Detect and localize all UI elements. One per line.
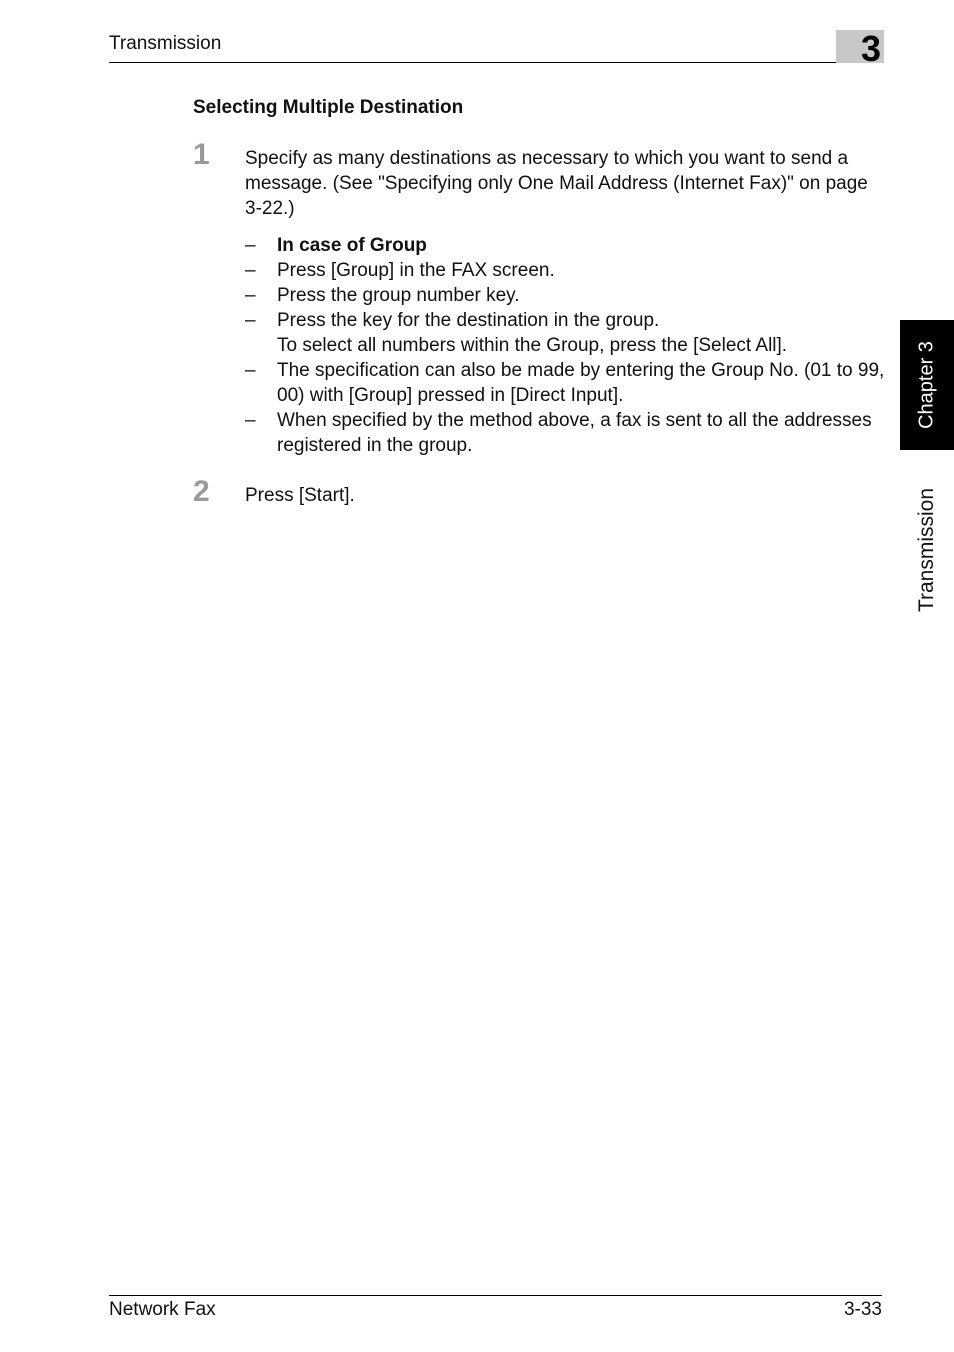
bullet-text: Press the group number key. bbox=[277, 285, 520, 306]
dash: – bbox=[245, 360, 256, 381]
step-text-1: Specify as many destinations as necessary to which you want to send a message. (See "Specifying only One Mail Address (Internet Fax)" on page 3-22.) bbox=[245, 148, 868, 219]
list-item bbox=[245, 408, 885, 458]
step-text-2: Press [Start]. bbox=[245, 485, 355, 506]
side-section-label: Transmission bbox=[915, 487, 938, 613]
header-title: Transmission bbox=[109, 33, 222, 54]
chapter-number-box bbox=[836, 28, 884, 69]
section-title: Selecting Multiple Destination bbox=[193, 97, 464, 118]
footer-title: Network Fax bbox=[109, 1299, 216, 1320]
header-rule bbox=[109, 62, 882, 63]
page-number: 3-33 bbox=[843, 1299, 882, 1320]
chapter-number: 3 bbox=[860, 28, 881, 69]
side-section bbox=[900, 470, 954, 630]
bullet-subtext: To select all numbers within the Group, press the [Select All]. bbox=[277, 335, 788, 356]
side-chapter-tab bbox=[900, 320, 954, 450]
footer-rule bbox=[109, 1295, 882, 1296]
dash: – bbox=[245, 235, 256, 256]
bullet-text: The specification can also be made by entering the Group No. (01 to 99, 00) with [Group] pressed in [Direct Input]. bbox=[277, 360, 885, 406]
bullet-list bbox=[245, 233, 885, 458]
step-number-2: 2 bbox=[193, 475, 210, 508]
bullet-text: Press [Group] in the FAX screen. bbox=[277, 260, 555, 281]
bullet-text: When specified by the method above, a fax is sent to all the addresses registered in the group. bbox=[277, 410, 872, 456]
list-item bbox=[245, 283, 885, 308]
dash: – bbox=[245, 310, 256, 331]
step-number-1: 1 bbox=[193, 138, 210, 171]
list-item bbox=[245, 308, 885, 358]
list-item bbox=[245, 358, 885, 408]
dash: – bbox=[245, 260, 256, 281]
dash: – bbox=[245, 410, 256, 431]
list-item bbox=[245, 258, 885, 283]
bullet-text: In case of Group bbox=[277, 235, 427, 256]
list-item bbox=[245, 233, 885, 258]
dash: – bbox=[245, 285, 256, 306]
bullet-text: Press the key for the destination in the group. bbox=[277, 310, 660, 331]
side-chapter-label: Chapter 3 bbox=[915, 341, 938, 429]
